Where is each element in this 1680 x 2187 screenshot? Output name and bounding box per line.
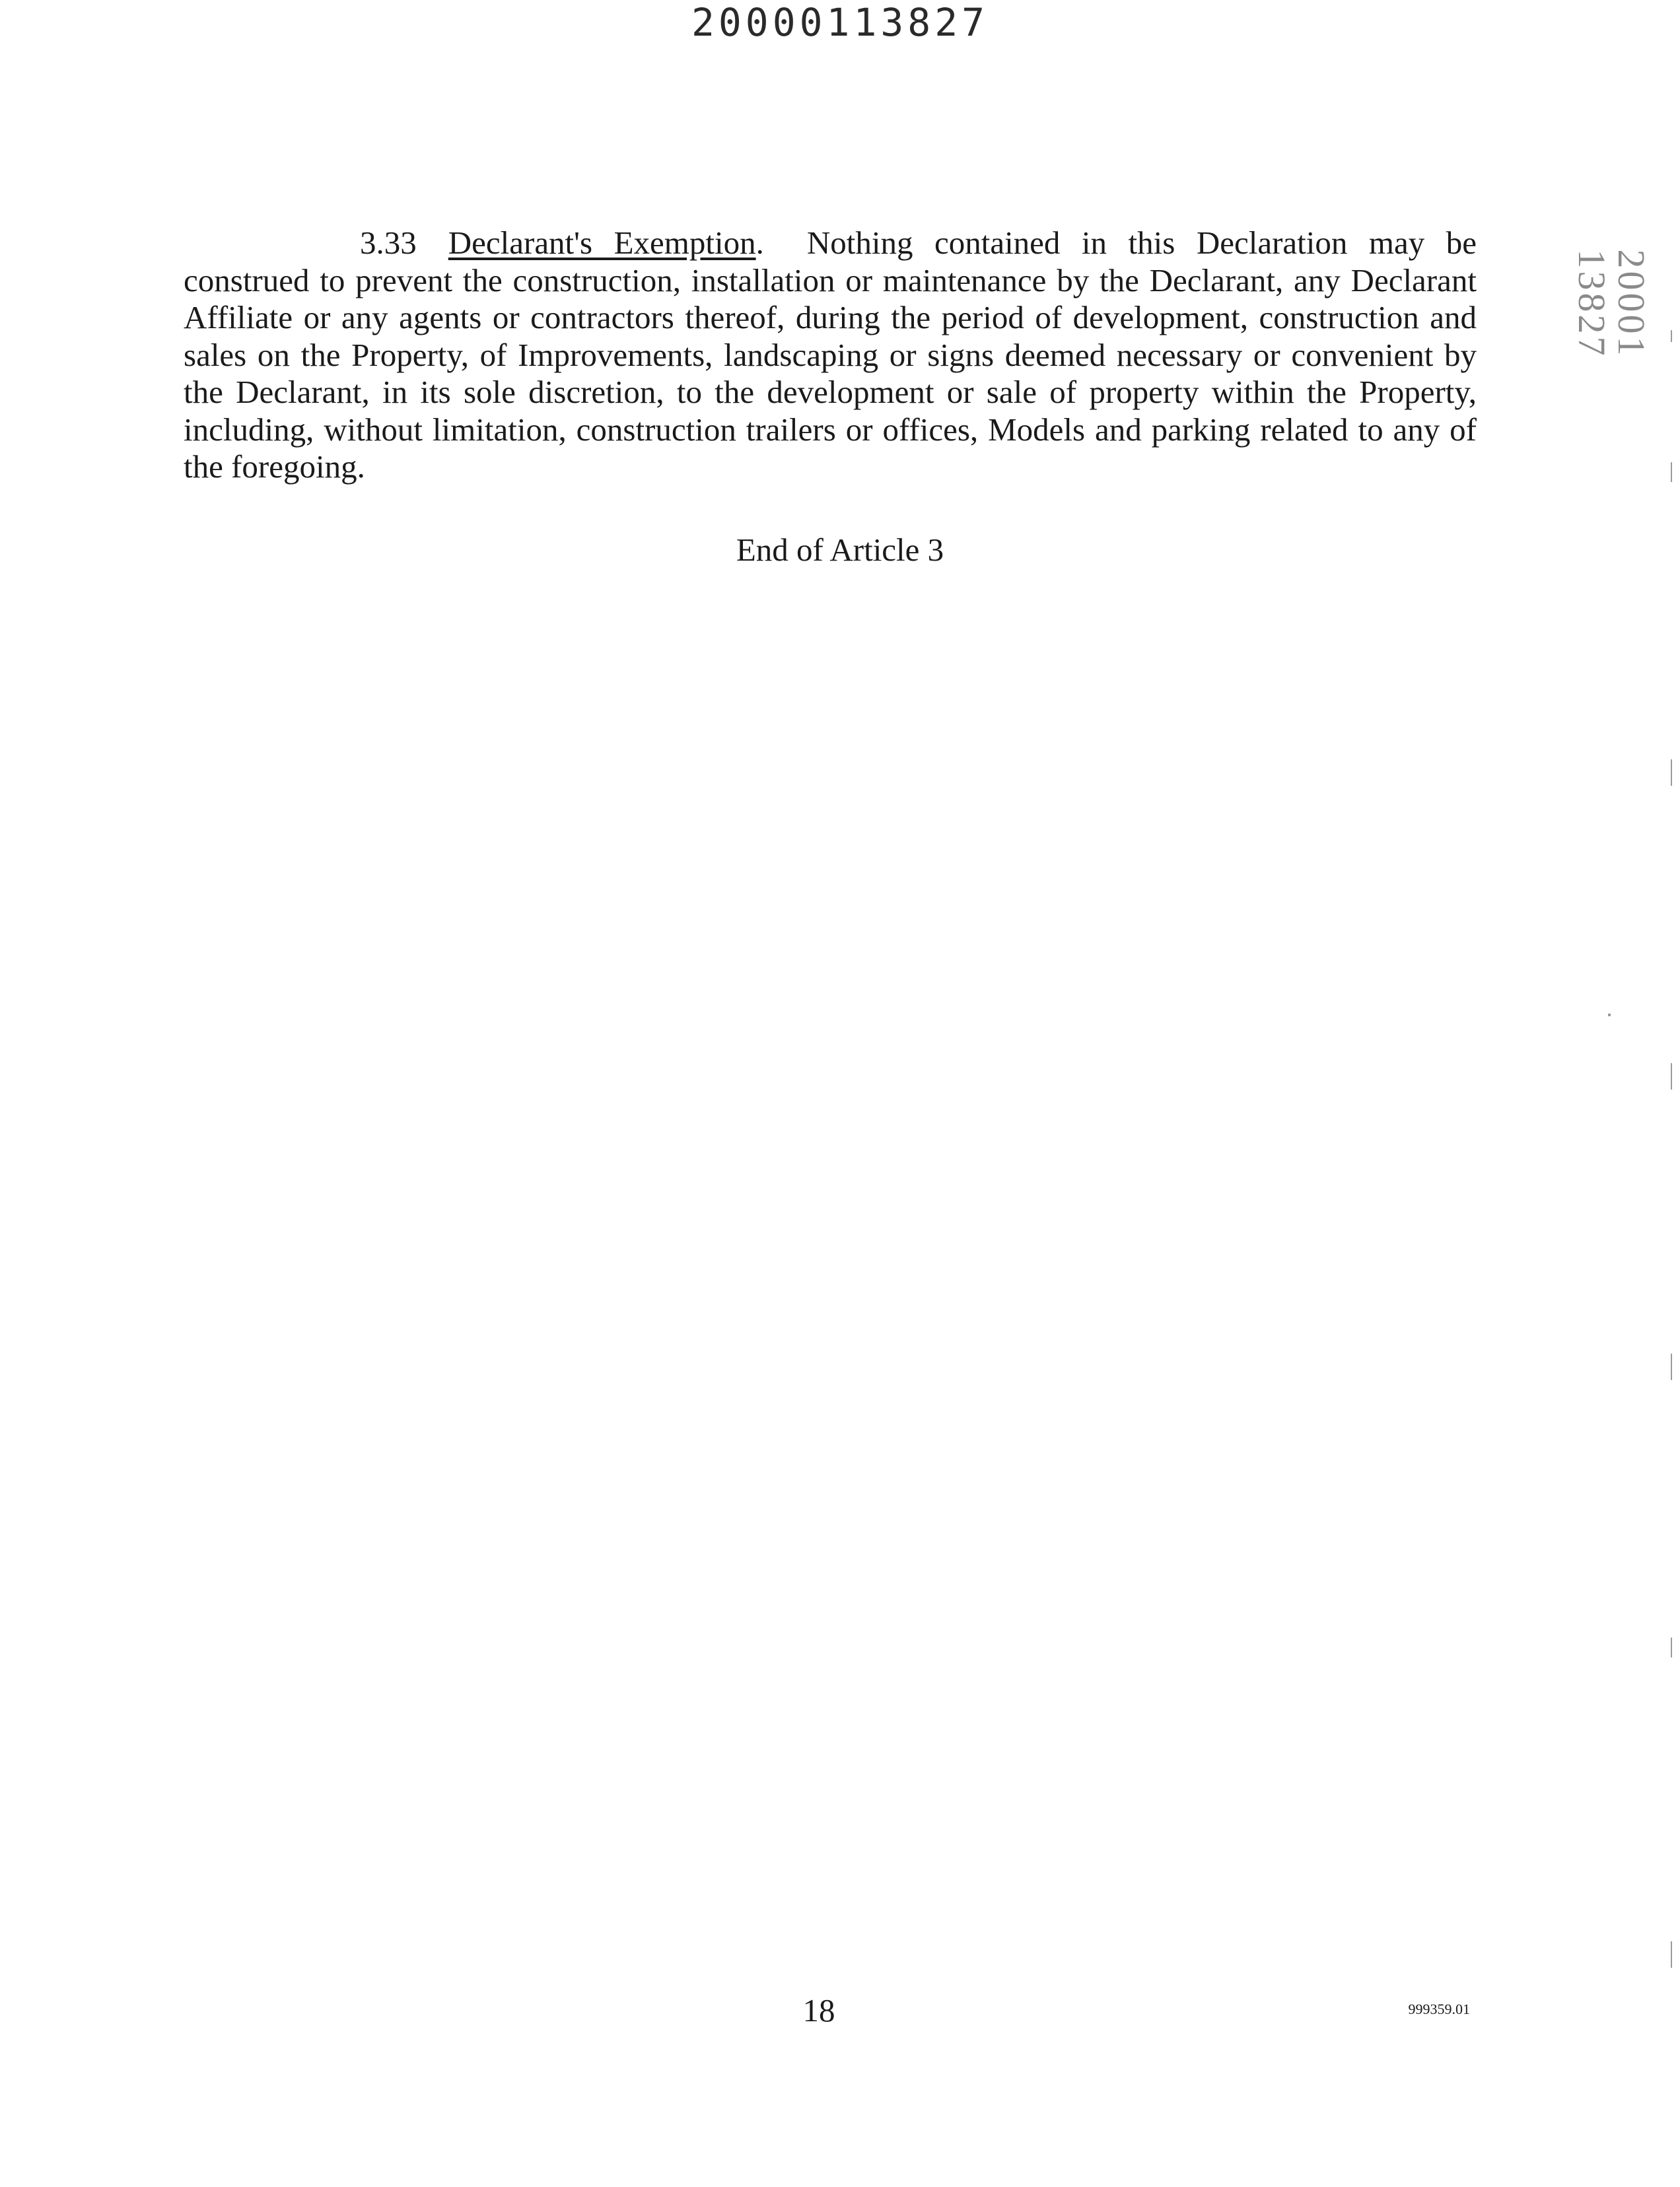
margin-stamp: 20001 13827 [1570,249,1653,359]
scan-speck [1671,1063,1672,1090]
scan-speck [1671,462,1672,482]
section-3-33 [184,225,1477,486]
section-body: Nothing contained in this Declaration may be construed to prevent the construction, installation or maintenance by the Declarant, any Declarant Affiliate or any agents or contractors thereof, during the period of development, construction and sales on the Property, of Improvements, landscaping or signs deemed necessary or convenient by the Declarant, in its sole discretion, to the development or sale of property within the Property, including, without limitation, construction trailers or offices, Models and parking related to any of the foregoing. [184,225,1477,485]
scan-speck [1671,1638,1672,1657]
scan-speck [1608,1014,1611,1016]
scan-speck [1671,1354,1672,1380]
scan-speck [1671,330,1672,342]
section-heading: Declarant's Exemption [448,225,756,261]
section-heading-punct: . [755,225,764,261]
page-number: 18 [802,1992,835,2029]
section-number: 3.33 [360,225,417,261]
article-end: End of Article 3 [736,532,944,568]
scan-speck [1671,759,1672,786]
document-number: 20000113827 [691,0,989,45]
document-code: 999359.01 [1408,2001,1470,2017]
scan-speck [1671,1941,1672,1968]
